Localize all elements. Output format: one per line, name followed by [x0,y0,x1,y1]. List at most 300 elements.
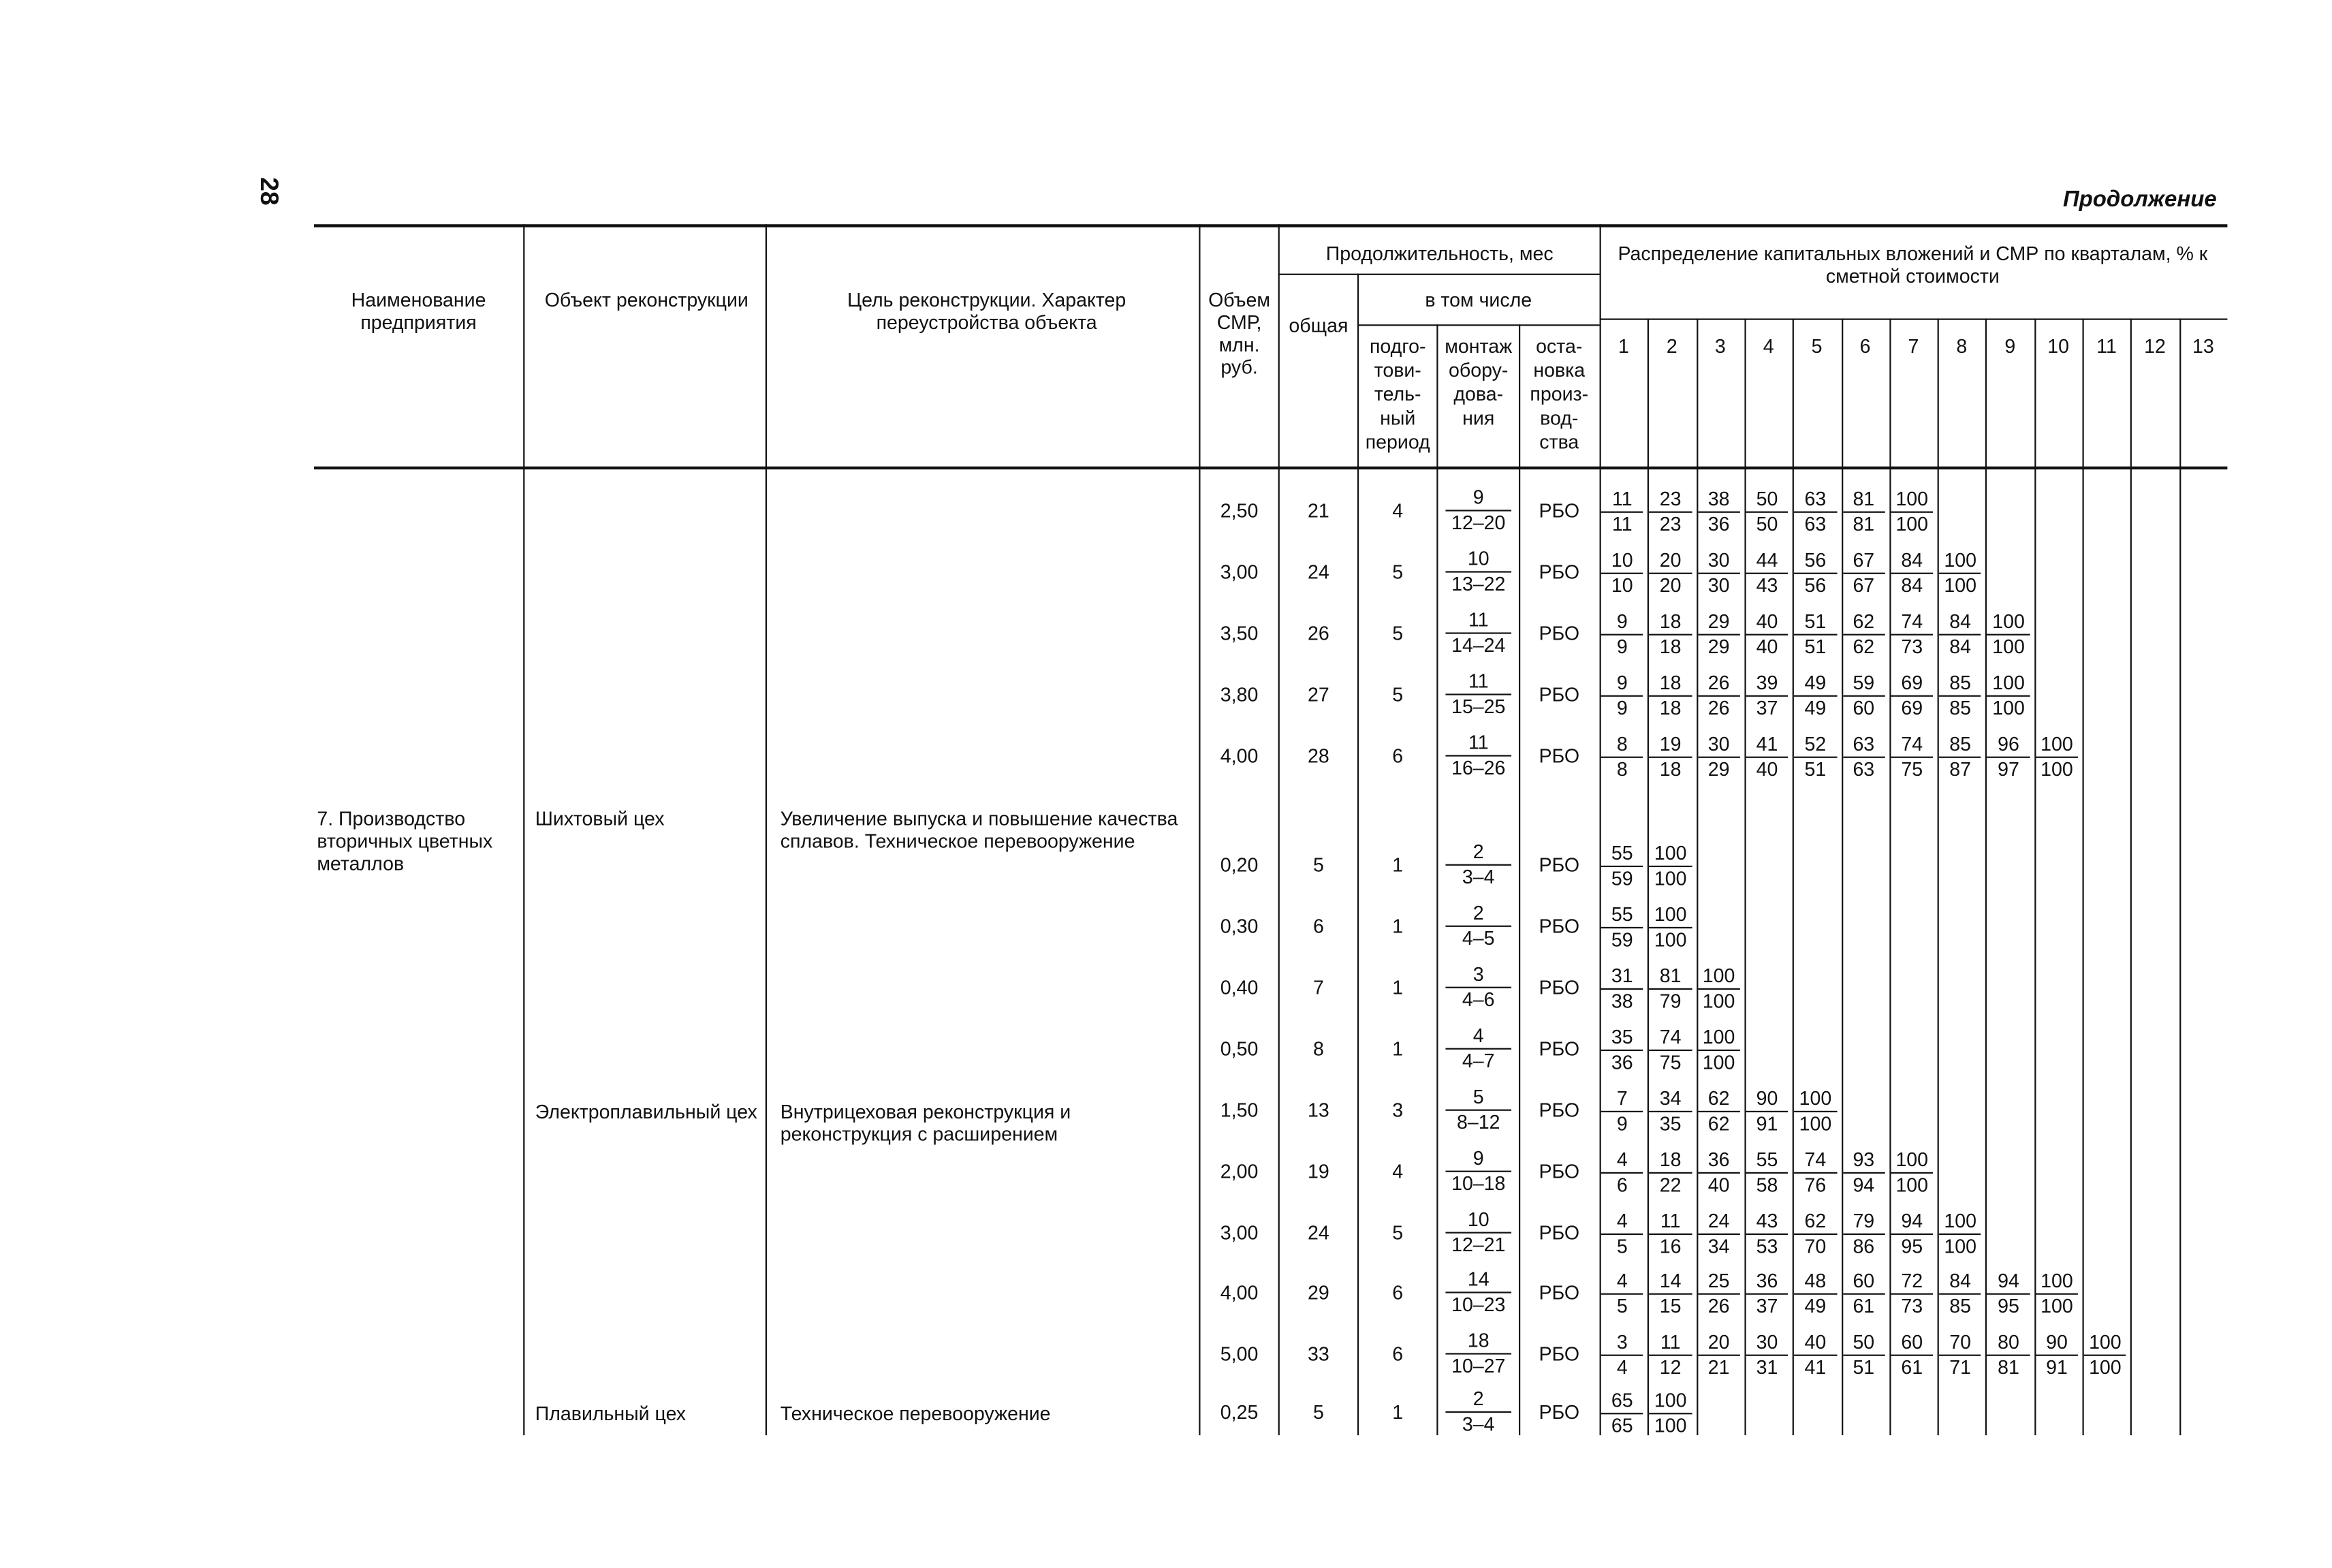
capital-investment: 18 [1650,1150,1692,1174]
install-fraction [1445,549,1511,595]
smr-value: 51 [1804,757,1827,781]
quarter-value [1698,673,1740,719]
install-range: 4–5 [1462,926,1495,950]
header-total: общая [1289,313,1349,336]
quarter-value [1650,1211,1692,1257]
volume-cell: 1,50 [1220,1099,1259,1122]
quarter-value [1891,1211,1933,1257]
volume-cell: 3,50 [1220,622,1259,645]
volume-cell: 0,20 [1220,853,1259,877]
capital-investment: 67 [1842,550,1885,574]
quarter-col-rule [2083,319,2084,1436]
table-top-rule [314,224,2227,227]
quarter-value [1891,734,1933,781]
capital-investment: 39 [1746,673,1788,697]
smr-value: 100 [1992,696,2025,719]
smr-value: 49 [1804,1294,1827,1317]
smr-value: 5 [1616,1294,1628,1317]
header-enterprise: Наименование предприятия [351,288,486,334]
smr-value: 34 [1707,1234,1730,1257]
smr-value: 100 [1702,990,1735,1012]
capital-investment: 62 [1698,1088,1740,1112]
capital-investment: 48 [1794,1271,1836,1295]
capital-investment: 26 [1698,673,1740,697]
quarter-value [1698,1027,1740,1073]
quarter-col-rule [1986,319,1987,1436]
quarter-value [1987,612,2030,658]
smr-value: 100 [2089,1355,2122,1379]
quarter-value [1794,673,1836,719]
install-months: 9 [1445,1148,1511,1172]
prep-cell: 5 [1392,622,1404,645]
smr-value: 37 [1756,696,1778,719]
rule-distribution [1600,319,2228,320]
capital-investment: 4 [1601,1271,1643,1295]
capital-investment: 9 [1601,673,1643,697]
install-fraction [1445,1389,1511,1435]
smr-value: 85 [1949,1294,1972,1317]
smr-value: 100 [1944,1234,1976,1257]
quarter-value [1842,1150,1885,1196]
capital-investment: 30 [1698,550,1740,574]
col-rule [523,224,524,1435]
capital-investment: 100 [1987,673,2030,697]
smr-value: 31 [1756,1355,1778,1379]
install-range: 12–20 [1451,511,1506,534]
stop-cell: РБО [1539,1400,1580,1424]
capital-investment: 11 [1601,489,1643,513]
enterprise-name: 7. Производство вторичных цветных металлов [317,807,493,875]
smr-value: 100 [2040,757,2073,781]
quarter-value [1601,1211,1643,1257]
install-range: 3–4 [1462,1413,1495,1436]
total-cell: 19 [1308,1160,1329,1183]
install-range: 13–22 [1451,572,1506,595]
stop-cell: РБО [1539,1099,1580,1122]
quarter-value [2036,1271,2078,1317]
quarter-value [2036,1332,2078,1379]
quarter-value [1601,612,1643,658]
total-cell: 5 [1312,853,1324,877]
volume-cell: 2,50 [1220,499,1259,522]
capital-investment: 35 [1601,1027,1643,1051]
quarter-value [1987,1271,2030,1317]
total-cell: 29 [1308,1281,1329,1304]
smr-value: 4 [1616,1355,1628,1379]
capital-investment: 31 [1601,966,1643,990]
capital-investment: 79 [1842,1211,1885,1235]
install-range: 10–23 [1451,1293,1506,1316]
stop-cell: РБО [1539,1281,1580,1304]
continuation-label: Продолжение [2062,187,2217,213]
quarter-header: 10 [2047,334,2070,358]
capital-investment: 96 [1987,734,2030,758]
quarter-value [1650,1150,1692,1196]
install-months: 11 [1445,733,1511,757]
smr-value: 11 [1611,512,1633,535]
header-purpose: Цель реконструкции. Характер переустройства объекта [847,288,1126,334]
capital-investment: 74 [1650,1027,1692,1051]
header-bottom-rule [314,467,2227,469]
header-duration: Продолжительность, мес [1325,242,1554,265]
quarter-value [1650,489,1692,535]
quarter-col-rule [1938,319,1939,1436]
install-months: 11 [1445,672,1511,695]
quarter-value [1601,843,1643,890]
smr-value: 29 [1707,635,1730,658]
quarter-value [1842,612,1885,658]
capital-investment: 7 [1601,1088,1643,1112]
capital-investment: 18 [1650,612,1692,636]
smr-value: 87 [1949,757,1972,781]
smr-value: 51 [1804,635,1827,658]
header-prep: подго- тови- тель- ный период [1365,334,1430,454]
smr-value: 59 [1611,928,1633,951]
install-months: 2 [1445,903,1511,927]
smr-value: 8 [1616,757,1628,781]
smr-value: 53 [1756,1234,1778,1257]
page-number: 28 [255,177,283,206]
capital-investment: 100 [1650,843,1692,867]
smr-value: 62 [1853,635,1875,658]
capital-investment: 90 [2036,1332,2078,1356]
capital-investment: 60 [1842,1271,1885,1295]
smr-value: 49 [1804,696,1827,719]
smr-value: 75 [1901,757,1923,781]
quarter-value [1939,1271,1981,1317]
capital-investment: 85 [1939,673,1981,697]
capital-investment: 55 [1601,843,1643,867]
smr-value: 60 [1853,696,1875,719]
quarter-value [1698,1211,1740,1257]
prep-cell: 6 [1392,1281,1404,1304]
capital-investment: 36 [1698,1150,1740,1174]
capital-investment: 56 [1794,550,1836,574]
capital-investment: 100 [1939,550,1981,574]
smr-value: 50 [1756,512,1778,535]
smr-value: 84 [1949,635,1972,658]
volume-cell: 3,00 [1220,561,1259,584]
capital-investment: 4 [1601,1150,1643,1174]
quarter-value [1842,489,1885,535]
quarter-value [1794,1271,1836,1317]
quarter-value [1794,1150,1836,1196]
install-fraction [1445,903,1511,950]
smr-value: 23 [1659,512,1682,535]
smr-value: 58 [1756,1173,1778,1196]
volume-cell: 4,00 [1220,1281,1259,1304]
prep-cell: 1 [1392,1037,1404,1061]
stop-cell: РБО [1539,622,1580,645]
header-install: монтаж обору- дова- ния [1445,334,1513,429]
capital-investment: 100 [1891,489,1933,513]
capital-investment: 84 [1939,1271,1981,1295]
quarter-col-rule [1696,319,1697,1436]
quarter-value [1650,1088,1692,1135]
quarter-value [1746,1271,1788,1317]
smr-value: 43 [1756,574,1778,597]
smr-value: 21 [1707,1355,1730,1379]
quarter-value [1939,673,1981,719]
prep-cell: 4 [1392,499,1404,522]
stop-cell: РБО [1539,853,1580,877]
quarter-value [1650,734,1692,781]
capital-investment: 69 [1891,673,1933,697]
quarter-value [1794,734,1836,781]
smr-value: 20 [1659,574,1682,597]
quarter-value [1794,550,1836,597]
install-months: 4 [1445,1026,1511,1050]
smr-value: 36 [1611,1051,1633,1073]
quarter-header: 6 [1859,334,1871,358]
quarter-value [1987,673,2030,719]
quarter-value [1746,1332,1788,1379]
capital-investment: 100 [2084,1332,2126,1356]
quarter-value [1891,1332,1933,1379]
total-cell: 27 [1308,683,1329,706]
stop-cell: РБО [1539,744,1580,767]
quarter-value [1601,1332,1643,1379]
smr-value: 100 [1799,1112,1832,1135]
install-fraction [1445,733,1511,779]
install-range: 10–18 [1451,1172,1506,1195]
quarter-value [1746,612,1788,658]
capital-investment: 4 [1601,1211,1643,1235]
quarter-header: 5 [1811,334,1823,358]
smr-value: 100 [1654,928,1687,951]
smr-value: 16 [1659,1234,1682,1257]
stop-cell: РБО [1539,976,1580,999]
smr-value: 62 [1707,1112,1730,1135]
capital-investment: 63 [1794,489,1836,513]
quarter-value [1987,734,2030,781]
quarter-value [1601,489,1643,535]
capital-investment: 50 [1842,1332,1885,1356]
smr-value: 26 [1707,696,1730,719]
install-months: 10 [1445,1210,1511,1234]
quarter-value [1939,1332,1981,1379]
capital-investment: 93 [1842,1150,1885,1174]
smr-value: 61 [1853,1294,1875,1317]
smr-value: 5 [1616,1234,1628,1257]
smr-value: 29 [1707,757,1730,781]
smr-value: 100 [1992,635,2025,658]
capital-investment: 100 [1794,1088,1836,1112]
install-range: 4–6 [1462,988,1495,1011]
capital-investment: 9 [1601,612,1643,636]
quarter-value [1698,1088,1740,1135]
capital-investment: 74 [1891,612,1933,636]
capital-investment: 55 [1746,1150,1788,1174]
smr-value: 36 [1707,512,1730,535]
volume-cell: 2,00 [1220,1160,1259,1183]
quarter-value [1698,966,1740,1012]
stop-cell: РБО [1539,1343,1580,1365]
install-months: 2 [1445,1389,1511,1413]
quarter-value [1650,1271,1692,1317]
capital-investment: 52 [1794,734,1836,758]
install-fraction [1445,610,1511,657]
quarter-header: 8 [1956,334,1968,358]
quarter-value [1939,550,1981,597]
quarter-col-rule [1841,319,1842,1436]
capital-investment: 19 [1650,734,1692,758]
quarter-value [1746,1150,1788,1196]
purpose-elektro: Внутрицеховая реконструкция и реконструкция с расширением [780,1100,1071,1146]
prep-cell: 6 [1392,1343,1404,1365]
capital-investment: 74 [1794,1150,1836,1174]
quarter-value [1698,1271,1740,1317]
quarter-value [1601,734,1643,781]
quarter-value [1601,1390,1643,1437]
capital-investment: 65 [1601,1390,1643,1414]
smr-value: 73 [1901,1294,1923,1317]
capital-investment: 51 [1794,612,1836,636]
capital-investment: 85 [1939,734,1981,758]
install-months: 9 [1445,488,1511,512]
col-rule [1199,224,1200,1435]
install-range: 4–7 [1462,1049,1495,1072]
total-cell: 33 [1308,1343,1329,1365]
install-fraction [1445,672,1511,718]
volume-cell: 3,80 [1220,683,1259,706]
capital-investment: 100 [1698,1027,1740,1051]
smr-value: 18 [1659,757,1682,781]
quarter-value [1601,966,1643,1012]
quarter-value [1794,612,1836,658]
capital-investment: 72 [1891,1271,1933,1295]
install-months: 5 [1445,1087,1511,1111]
header-including: в том числе [1425,288,1532,311]
capital-investment: 36 [1746,1271,1788,1295]
smr-value: 100 [1895,512,1929,535]
quarter-header: 9 [2004,334,2016,358]
capital-investment: 3 [1601,1332,1643,1356]
install-fraction [1445,1148,1511,1195]
quarter-col-rule [2034,319,2036,1436]
quarter-header: 7 [1908,334,1919,358]
smr-value: 100 [1895,1173,1929,1196]
install-fraction [1445,842,1511,888]
quarter-header: 3 [1714,334,1726,358]
stop-cell: РБО [1539,1221,1580,1244]
capital-investment: 18 [1650,673,1692,697]
quarter-value [1698,612,1740,658]
install-fraction [1445,1210,1511,1256]
quarter-value [1842,1271,1885,1317]
capital-investment: 43 [1746,1211,1788,1235]
smr-value: 91 [2046,1355,2068,1379]
col-rule [1278,224,1280,1435]
smr-value: 70 [1804,1234,1827,1257]
capital-investment: 62 [1842,612,1885,636]
smr-value: 86 [1853,1234,1875,1257]
smr-value: 81 [1998,1355,2019,1379]
quarter-value [1746,489,1788,535]
purpose-shikhtovy: Увеличение выпуска и повышение качества сплавов. Техническое перевооружение [780,807,1178,853]
quarter-value [1939,734,1981,781]
quarter-col-rule [2179,319,2180,1436]
quarter-value [1650,612,1692,658]
smr-value: 76 [1804,1173,1827,1196]
capital-investment: 11 [1650,1211,1692,1235]
capital-investment: 60 [1891,1332,1933,1356]
capital-investment: 63 [1842,734,1885,758]
quarter-col-rule [1793,319,1794,1436]
capital-investment: 38 [1698,489,1740,513]
quarter-value [1794,489,1836,535]
total-cell: 8 [1312,1037,1324,1061]
header-object: Объект реконструкции [544,288,749,311]
object-plavilny: Плавильный цех [535,1402,687,1425]
col-rule [1519,324,1520,1435]
smr-value: 51 [1853,1355,1875,1379]
volume-cell: 0,40 [1220,976,1259,999]
capital-investment: 100 [2036,1271,2078,1295]
capital-investment: 49 [1794,673,1836,697]
stop-cell: РБО [1539,1160,1580,1183]
capital-investment: 100 [2036,734,2078,758]
quarter-value [1891,550,1933,597]
quarter-value [1601,550,1643,597]
smr-value: 85 [1949,696,1972,719]
quarter-value [1601,905,1643,951]
quarter-value [2036,734,2078,781]
install-fraction [1445,1269,1511,1315]
prep-cell: 5 [1392,561,1404,584]
quarter-value [1698,489,1740,535]
header-distribution: Распределение капитальных вложений и СМР по кварталам, % к сметной стоимости [1618,242,2208,287]
smr-value: 63 [1804,512,1827,535]
capital-investment: 25 [1698,1271,1740,1295]
smr-value: 79 [1659,990,1682,1012]
smr-value: 18 [1659,635,1682,658]
install-months: 14 [1445,1269,1511,1293]
capital-investment: 40 [1794,1332,1836,1356]
install-fraction [1445,488,1511,534]
quarter-value [1601,1271,1643,1317]
object-elektro: Электроплавильный цех [535,1100,757,1123]
capital-investment: 80 [1987,1332,2030,1356]
smr-value: 15 [1659,1294,1682,1317]
prep-cell: 6 [1392,744,1404,767]
quarter-value [1746,550,1788,597]
smr-value: 9 [1616,635,1628,658]
quarter-header: 4 [1763,334,1774,358]
total-cell: 28 [1308,744,1329,767]
install-range: 3–4 [1462,865,1495,888]
smr-value: 30 [1707,574,1730,597]
install-range: 15–25 [1451,695,1506,718]
install-months: 2 [1445,842,1511,866]
capital-investment: 84 [1891,550,1933,574]
capital-investment: 81 [1650,966,1692,990]
quarter-value [1842,673,1885,719]
stop-cell: РБО [1539,1037,1580,1061]
capital-investment: 23 [1650,489,1692,513]
prep-cell: 1 [1392,915,1404,938]
quarter-value [1891,1271,1933,1317]
capital-investment: 55 [1601,905,1643,928]
smr-value: 9 [1616,696,1628,719]
quarter-value [1650,1027,1692,1073]
smr-value: 37 [1756,1294,1778,1317]
smr-value: 40 [1707,1173,1730,1196]
total-cell: 13 [1308,1099,1329,1122]
quarter-value [1794,1211,1836,1257]
install-months: 18 [1445,1330,1511,1354]
quarter-value [1939,612,1981,658]
